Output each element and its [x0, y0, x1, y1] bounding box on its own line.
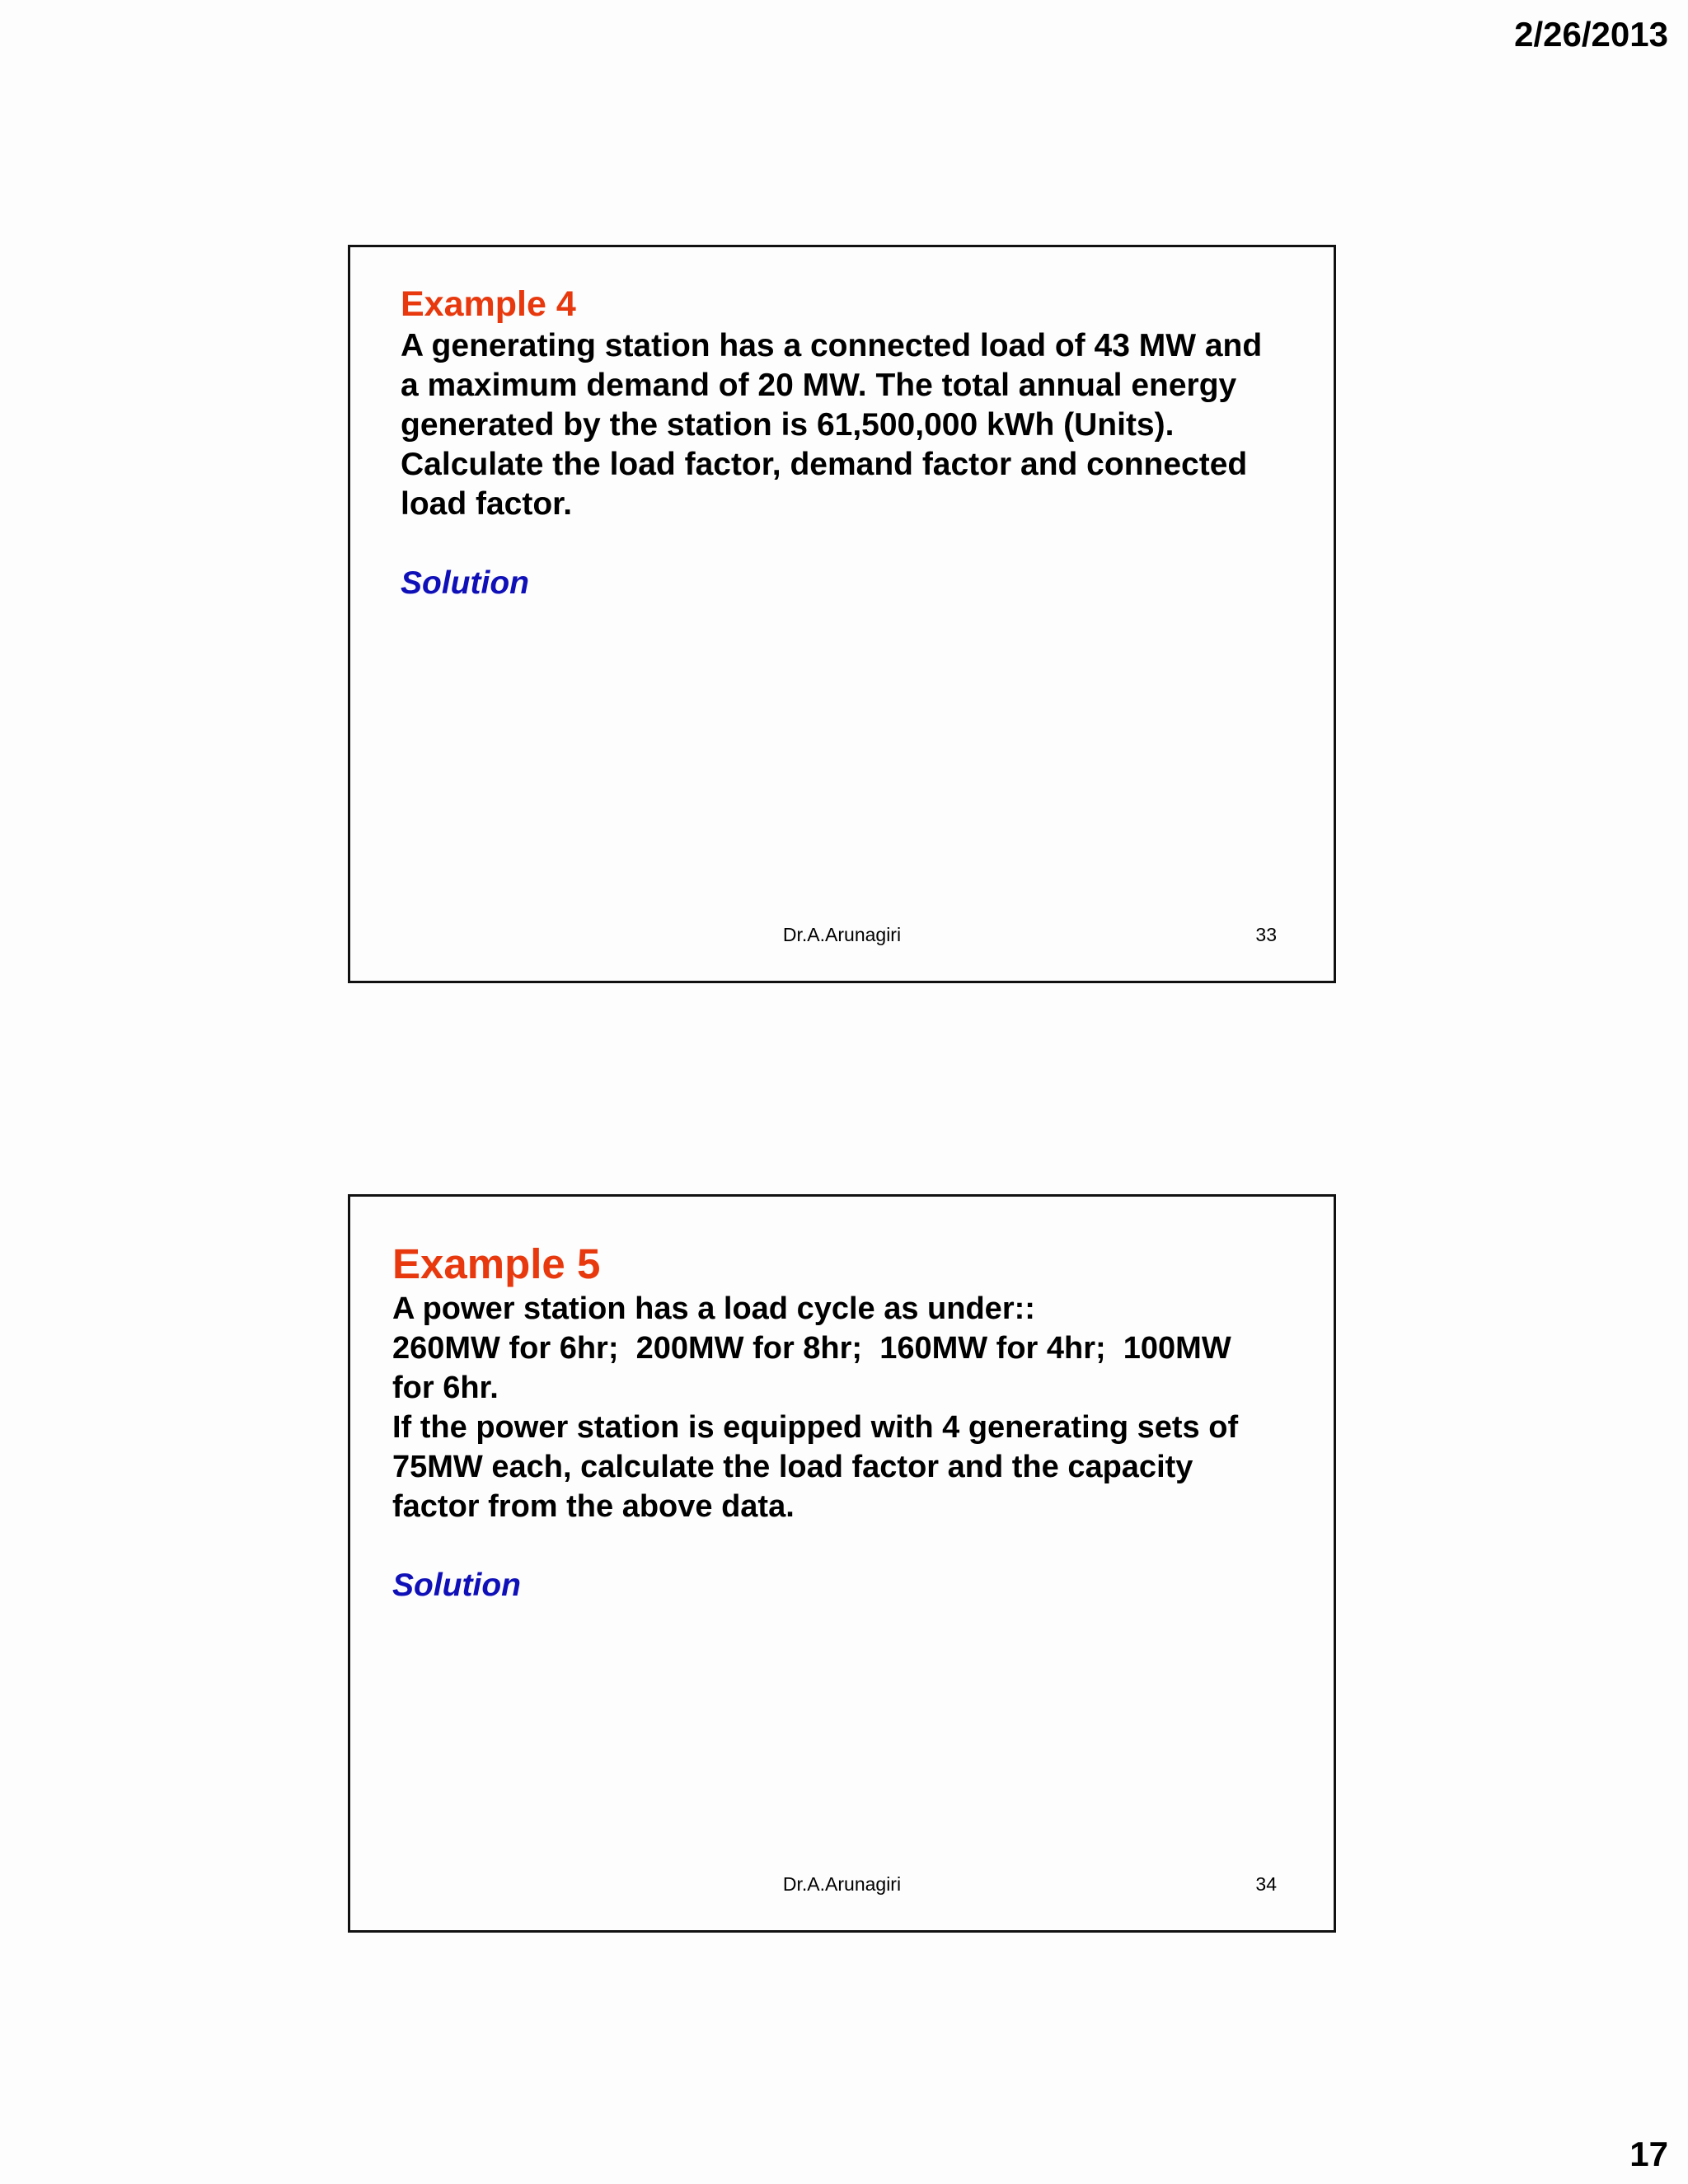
- slide-number: 33: [1255, 924, 1277, 945]
- slide-content: [392, 1240, 1292, 1605]
- problem-line: generated by the station is 61,500,000 kWh (Units).: [401, 407, 1175, 443]
- solution-label: Solution: [401, 565, 529, 601]
- solution-label: Solution: [392, 1568, 521, 1603]
- problem-line: factor from the above data.: [392, 1489, 795, 1524]
- problem-statement: [392, 1289, 1292, 1526]
- slide-footer-author: Dr.A.Arunagiri: [782, 924, 902, 945]
- slide-example-4: [348, 245, 1336, 983]
- problem-line: A power station has a load cycle as under::: [392, 1291, 1035, 1326]
- problem-line: 75MW each, calculate the load factor and the capacity: [392, 1450, 1193, 1484]
- slide-content: [401, 282, 1292, 603]
- example-title: Example 5: [392, 1240, 601, 1287]
- example-title: Example 4: [401, 284, 576, 324]
- problem-line: for 6hr.: [392, 1371, 499, 1405]
- problem-line: a maximum demand of 20 MW. The total annual energy: [401, 368, 1237, 403]
- slide-example-5: [348, 1194, 1336, 1933]
- problem-line: Calculate the load factor, demand factor and connected: [401, 447, 1248, 482]
- problem-line: load factor.: [401, 486, 573, 522]
- slide-footer-author: Dr.A.Arunagiri: [782, 1873, 902, 1895]
- slide-number: 34: [1255, 1873, 1277, 1895]
- page-number: 17: [1629, 2135, 1668, 2173]
- page-date: 2/26/2013: [1514, 15, 1668, 54]
- problem-line: A generating station has a connected load of 43 MW and: [401, 328, 1263, 363]
- problem-line: 260MW for 6hr; 200MW for 8hr; 160MW for 4hr; 100MW: [392, 1331, 1231, 1366]
- problem-statement: [401, 326, 1292, 524]
- problem-line: If the power station is equipped with 4 generating sets of: [392, 1410, 1239, 1445]
